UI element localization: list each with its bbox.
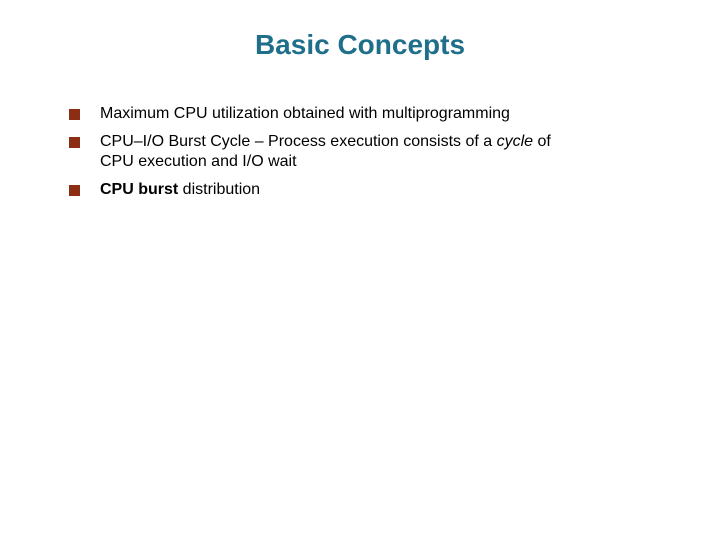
- bullet-item: [68, 104, 668, 124]
- square-bullet-icon: [69, 109, 80, 120]
- bullet-text: [100, 180, 668, 200]
- bullet-item: [68, 180, 668, 200]
- square-bullet-icon: [69, 185, 80, 196]
- bullet-list: [68, 104, 668, 208]
- bullet-segment: of: [533, 133, 551, 150]
- bullet-text: [100, 104, 668, 124]
- bullet-segment-italic: cycle: [496, 133, 534, 150]
- bullet-segment: Maximum CPU utilization obtained with multiprogramming: [100, 105, 510, 122]
- bullet-segment: distribution: [178, 181, 261, 198]
- slide-title: Basic Concepts: [254, 29, 466, 60]
- bullet-text-line: [100, 152, 668, 172]
- bullet-text-line: [100, 132, 668, 152]
- bullet-segment: CPU–I/O Burst Cycle – Process execution consists of a: [100, 133, 497, 150]
- bullet-item: [68, 132, 668, 172]
- bullet-segment: CPU execution and I/O wait: [100, 153, 297, 170]
- square-bullet-icon: [69, 137, 80, 148]
- bullet-segment-bold: CPU burst: [100, 181, 179, 198]
